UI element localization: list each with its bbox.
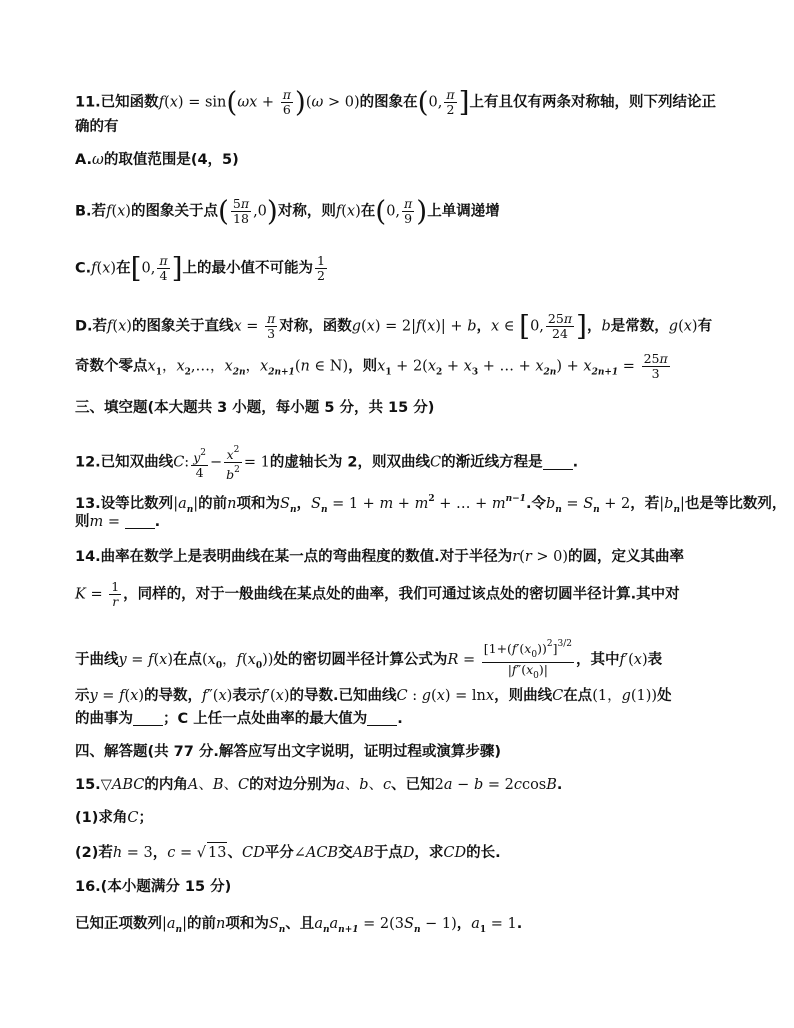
- q11-option-d-line2: 奇数个零点$x_1$，$x_2,\dots$，$x_{2n}$，$x_{2n+1}(n$ ∈ N)，则$x_1 + 2(x_2 + x_3$ + … + $x_{2n}) + x_{2n+1}$ = $\frac{25\pi}{3}$: [75, 351, 668, 381]
- fivepi-over-18: $\frac{5\pi}{18}$: [232, 196, 250, 226]
- q15-part2: (2)若h = 3，c = √ 13、CD平分∠ACB交AB于点D，求CD的长.: [75, 842, 501, 863]
- section-answers-title: 四、解答题(共 77 分.解答应写出文字说明，证明过程或演算步骤): [75, 744, 502, 760]
- q14-line2: K = $\frac{1}{r}$ ，同样的，对于一般曲线在某点处的曲率，我们可通过该点处的密切圆半径计算.其中对: [75, 579, 680, 609]
- q16-title: 16.(本小题满分 15 分): [75, 879, 232, 895]
- q14-line4: 示y = f(x)的导数，f″(x)表示f′(x)的导数.已知曲线C : g(x) = lnx，则曲线C在点(1，g(1))处: [75, 688, 672, 704]
- q12: 12.已知双曲线C: $\frac{y^2}{4}$ − $\frac{x^2}{b^2}$ = 1的虚轴长为 2，则双曲线C的渐近线方程是 .: [75, 445, 579, 482]
- answer-blank[interactable]: [367, 711, 397, 726]
- pi-over-4: $\frac{\pi}{4}$: [159, 253, 168, 283]
- pi-over-3: $\frac{\pi}{3}$: [267, 311, 276, 341]
- pi-over-9: $\frac{\pi}{9}$: [404, 196, 413, 226]
- pi-over-6: $\frac{\pi}{6}$: [282, 87, 291, 117]
- answer-blank[interactable]: [543, 455, 573, 470]
- q11-option-a: A.ω的取值范围是(4，5): [75, 152, 239, 168]
- answer-blank[interactable]: [125, 514, 155, 529]
- 25pi-over-3: $\frac{25\pi}{3}$: [643, 351, 668, 381]
- q11-option-d: D.若f(x)的图象关于直线x = $\frac{\pi}{3}$ 对称，函数g(x) = 2|f(x)| + b，x ∈ [0, $\frac{25\pi}{24}$ ]，b是常数，g(x)有: [75, 309, 713, 343]
- q11-stem-text: 11.已知函数: [75, 94, 159, 111]
- radius-formula: $\frac{[1+(f'(x_0))^2]^{3/2}}{|f''(x_0)|}$: [483, 639, 572, 681]
- q13-line2: 则m = .: [75, 514, 161, 530]
- q15-part1: (1)求角C；: [75, 810, 153, 826]
- 25pi-over-24: $\frac{25\pi}{24}$: [547, 311, 573, 341]
- pi-over-2: $\frac{\pi}{2}$: [446, 87, 455, 117]
- q11-line2: 确的有: [75, 119, 119, 135]
- q11-line1: 11.已知函数f(x) = sin(ωx + $\frac{\pi}{6}$ )(ω > 0)的图象在(0, $\frac{\pi}{2}$ ]上有且仅有两条对称轴，则下列结论正: [75, 85, 717, 119]
- q11-option-c: C.f(x)在[0, $\frac{\pi}{4}$ ]上的最小值不可能为 $\frac{1}{2}$: [75, 251, 325, 285]
- q14-line1: 14.曲率在数学上是表明曲线在某一点的弯曲程度的数值.对于半径为r(r > 0)的圆，定义其曲率: [75, 549, 684, 565]
- q14-line5: 的曲事为 ；C 上任一点处曲率的最大值为 .: [75, 711, 403, 727]
- q13-line1: 13.设等比数列$|a_n|$的前n项和为$S_n$，$S_n = 1 + m + m^2$ + … + $m^{n-1}$.令$b_n = S_n + 2$，若$|b_n|$也是等比数列，: [75, 494, 787, 515]
- q15: 15.▽ABC的内角A、B、C的对边分别为a、b、c、已知2a − b = 2ccosB.: [75, 777, 563, 793]
- q14-line3: 于曲线y = f(x)在点($x_0$，$f(x_0)$)处的密切圆半径计算公式为R = $\frac{[1+(f'(x_0))^2]^{3/2}}{|f''(x_0)|}$ ，其中f′(x)表: [75, 639, 663, 681]
- one-half: $\frac{1}{2}$: [317, 253, 325, 283]
- section-fill-in-title: 三、填空题(本大题共 3 小题，每小题 5 分，共 15 分): [75, 400, 435, 416]
- answer-blank[interactable]: [133, 711, 163, 726]
- q11-option-b: B.若f(x)的图象关于点( $\frac{5\pi}{18}$ ,0)对称，则f(x)在(0, $\frac{\pi}{9}$ )上单调递增: [75, 194, 500, 228]
- q16-body: 已知正项数列$|a_n|$的前n项和为$S_n$、且$a_na_{n+1} = 2(3S_n - 1)$，$a_1 = 1$.: [75, 916, 523, 935]
